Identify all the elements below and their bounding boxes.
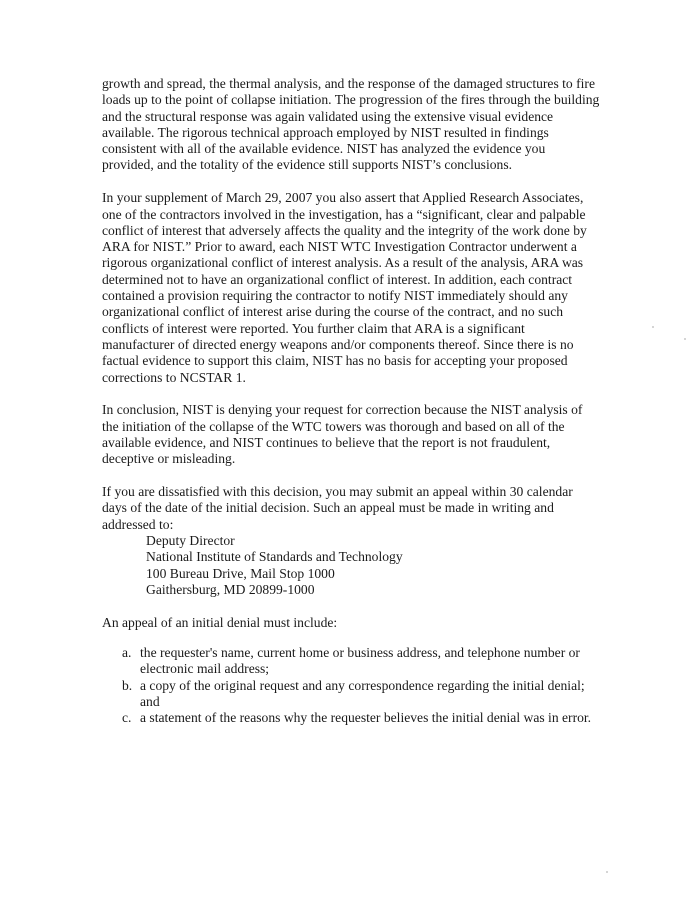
address-line: 100 Bureau Drive, Mail Stop 1000 xyxy=(146,565,335,581)
scan-speck xyxy=(684,338,686,340)
list-marker: a. xyxy=(122,644,132,660)
paragraph-appeal-instructions: If you are dissatisfied with this decision, you may submit an appeal within 30 calendar days of the date of the initial decision. Such an appeal must be made in writing and addressed to: xyxy=(102,484,573,532)
appeal-requirements-list xyxy=(102,645,600,726)
scan-speck xyxy=(652,326,654,328)
list-item-text: the requester's name, current home or business address, and telephone number or electronic mail address; xyxy=(140,644,580,677)
list-item-text: a statement of the reasons why the requester believes the initial denial was in error. xyxy=(140,710,592,726)
list-item xyxy=(102,645,600,678)
list-marker: b. xyxy=(122,677,133,693)
address-line: National Institute of Standards and Technology xyxy=(146,549,403,565)
appeal-intro: An appeal of an initial denial must include: xyxy=(102,614,338,630)
list-marker: c. xyxy=(122,710,132,726)
paragraph-conflict-of-interest: In your supplement of March 29, 2007 you also assert that Applied Research Associates, one of the contractors involved in the investigation, has a “significant, clear and palpable conflict of interest that adversely affects the quality and the integrity of the work done by ARA for NIST.” Prior to award, each NIST WTC Investigation Contractor underwent a rigorous organizational conflict of interest analysis. As a result of the analysis, ARA was determined not to have an organizational conflict of interest. In addition, each contract contained a provision requiring the contractor to notify NIST immediately should any organizational conflict of interest arise during the course of the contract, and no such conflicts of interest were reported. You further claim that ARA is a significant manufacturer of directed energy weapons and/or components thereof. Since there is no factual evidence to support this claim, NIST has no basis for accepting your proposed corrections to NCSTAR 1. xyxy=(102,190,587,385)
paragraph-findings: growth and spread, the thermal analysis, and the response of the damaged structures to fire loads up to the point of collapse initiation. The progression of the fires through the building and the structural response was again validated using the extensive visual evidence available. The rigorous technical approach employed by NIST resulted in findings consistent with all of the available evidence. NIST has analyzed the evidence you provided, and the totality of the evidence still supports NIST’s conclusions. xyxy=(102,76,600,173)
address-line: Gaithersburg, MD 20899-1000 xyxy=(146,581,315,597)
list-item xyxy=(102,678,600,711)
scan-speck xyxy=(606,871,608,873)
address-line: Deputy Director xyxy=(146,532,235,548)
list-item-text: a copy of the original request and any correspondence regarding the initial denial; and xyxy=(140,677,585,709)
paragraph-conclusion: In conclusion, NIST is denying your request for correction because the NIST analysis of the initiation of the collapse of the WTC towers was thorough and based on all of the available evidence, and NIST continues to believe that the report is not fraudulent, deceptive or misleading. xyxy=(102,402,583,467)
letter-body xyxy=(102,76,600,726)
list-item xyxy=(102,710,600,726)
appeal-address-block xyxy=(146,533,600,598)
